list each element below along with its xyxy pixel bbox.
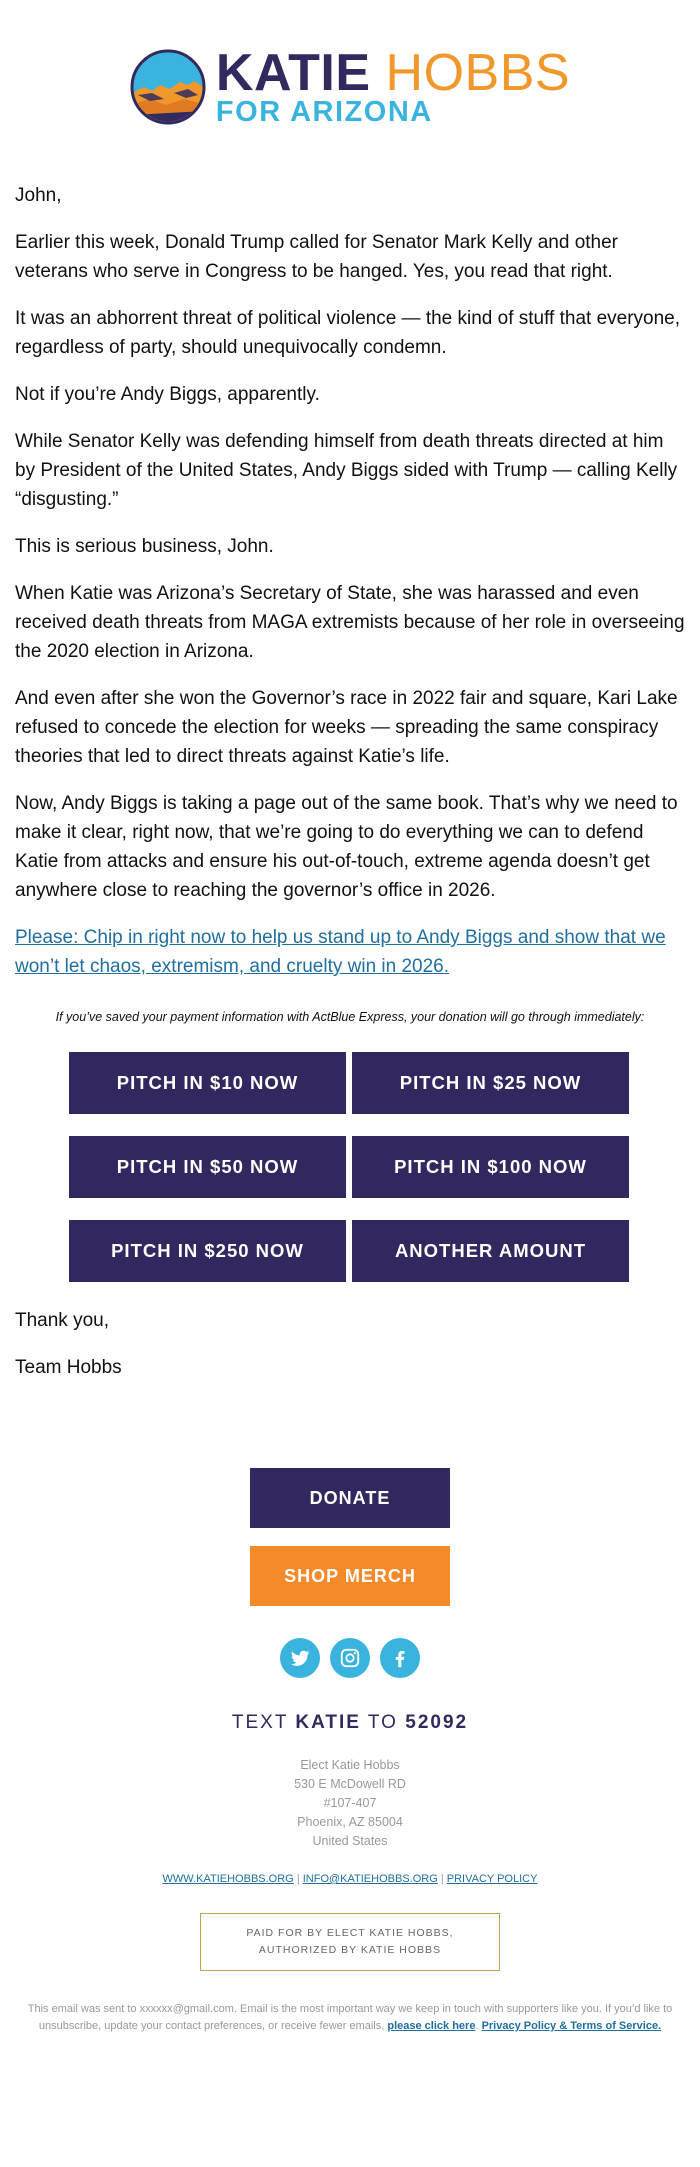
paragraph-8: Now, Andy Biggs is taking a page out of the same book. That’s why we need to make it clear, right now, that we’re going to do everything we can to defend Katie from attacks and ensure his out-of-touch, extreme agenda doesn’t get anywhere close to reaching the governor’s office in 2026. [15, 793, 678, 901]
letter-closing [0, 1282, 700, 1382]
signature: Team Hobbs [15, 1357, 122, 1378]
donation-button-grid [69, 1052, 631, 1282]
paid-line-1: PAID FOR BY ELECT KATIE HOBBS, [246, 1927, 454, 1939]
text-keyword: KATIE [295, 1712, 361, 1733]
instagram-icon[interactable] [330, 1638, 370, 1678]
logo-tagline: FOR ARIZONA [215, 95, 433, 128]
logo-first-name: KATIE [215, 43, 371, 102]
address-line-5: United States [312, 1834, 388, 1848]
paid-for-disclaimer [200, 1913, 500, 1971]
arizona-landscape-logo-icon [130, 49, 206, 125]
letter-body [0, 129, 700, 1032]
facebook-icon[interactable] [380, 1638, 420, 1678]
disclaimer-text: This email was sent to xxxxxx@gmail.com. Email is the most important way we keep in touch with supporters like you. If you’d like to unsubscribe, update your contact preferences, or receive fewer emails, [27, 2003, 673, 2032]
paragraph-1: Earlier this week, Donald Trump called for Senator Mark Kelly and other veterans who serve in Congress to be hanged. Yes, you read that right. [15, 232, 618, 282]
email-link[interactable]: INFO@KATIEHOBBS.ORG [302, 1873, 438, 1885]
paragraph-2: It was an abhorrent threat of political violence — the kind of stuff that everyone, regardless of party, should unequivocally condemn. [15, 308, 681, 358]
text-number: 52092 [405, 1712, 469, 1733]
address-line-3: #107-407 [323, 1796, 377, 1810]
pitch-in-250-button[interactable]: PITCH IN $250 NOW [69, 1220, 346, 1282]
actblue-express-note: If you’ve saved your payment information with ActBlue Express, your donation will go through immediately: [55, 1010, 645, 1024]
paragraph-3: Not if you’re Andy Biggs, apparently. [15, 384, 320, 405]
footer-links [0, 1873, 700, 1885]
address-line-2: 530 E McDowell RD [294, 1777, 406, 1791]
website-link[interactable]: WWW.KATIEHOBBS.ORG [162, 1873, 294, 1885]
link-separator: | [296, 1873, 300, 1885]
pitch-in-50-button[interactable]: PITCH IN $50 NOW [69, 1136, 346, 1198]
paragraph-7: And even after she won the Governor’s race in 2022 fair and square, Kari Lake refused to concede the election for weeks — spreading the same conspiracy theories that led to direct threats against Katie’s life. [15, 688, 678, 767]
pitch-in-25-button[interactable]: PITCH IN $25 NOW [352, 1052, 629, 1114]
text-to-join [0, 1712, 700, 1734]
privacy-terms-link[interactable]: Privacy Policy & Terms of Service. [481, 2020, 662, 2032]
logo-wordmark [215, 43, 571, 128]
campaign-logo[interactable] [0, 0, 700, 129]
address-line-1: Elect Katie Hobbs [300, 1758, 400, 1772]
text-to: TO [367, 1712, 398, 1733]
pitch-in-100-button[interactable]: PITCH IN $100 NOW [352, 1136, 629, 1198]
another-amount-button[interactable]: ANOTHER AMOUNT [352, 1220, 629, 1282]
social-links [0, 1638, 700, 1678]
signoff: Thank you, [15, 1310, 109, 1331]
privacy-policy-link[interactable]: PRIVACY POLICY [446, 1873, 538, 1885]
text-prefix: TEXT [231, 1712, 289, 1733]
logo-last-name: HOBBS [385, 43, 571, 102]
twitter-icon[interactable] [280, 1638, 320, 1678]
unsubscribe-link[interactable]: please click here [387, 2020, 476, 2032]
paragraph-6: When Katie was Arizona’s Secretary of State, she was harassed and even received death threats from MAGA extremists because of her role in overseeing the 2020 election in Arizona. [15, 583, 685, 662]
email-footer [0, 1400, 700, 2035]
email-disclaimer [20, 2001, 680, 2035]
mailing-address [0, 1756, 700, 1851]
paragraph-4: While Senator Kelly was defending himself from death threats directed at him by President of the United States, Andy Biggs sided with Trump — calling Kelly “disgusting.” [15, 431, 678, 510]
donate-cta-link[interactable]: Please: Chip in right now to help us stand up to Andy Biggs and show that we won’t let chaos, extremism, and cruelty win in 2026. [15, 927, 666, 977]
disclaimer-period: . [475, 2020, 479, 2032]
paragraph-5: This is serious business, John. [15, 536, 274, 557]
shop-merch-button[interactable]: SHOP MERCH [250, 1546, 450, 1606]
logo-name [215, 43, 571, 102]
link-separator: | [440, 1873, 444, 1885]
greeting: John, [15, 185, 62, 206]
donate-button[interactable]: DONATE [250, 1468, 450, 1528]
address-line-4: Phoenix, AZ 85004 [297, 1815, 403, 1829]
paid-line-2: AUTHORIZED BY KATIE HOBBS [258, 1944, 442, 1956]
pitch-in-10-button[interactable]: PITCH IN $10 NOW [69, 1052, 346, 1114]
